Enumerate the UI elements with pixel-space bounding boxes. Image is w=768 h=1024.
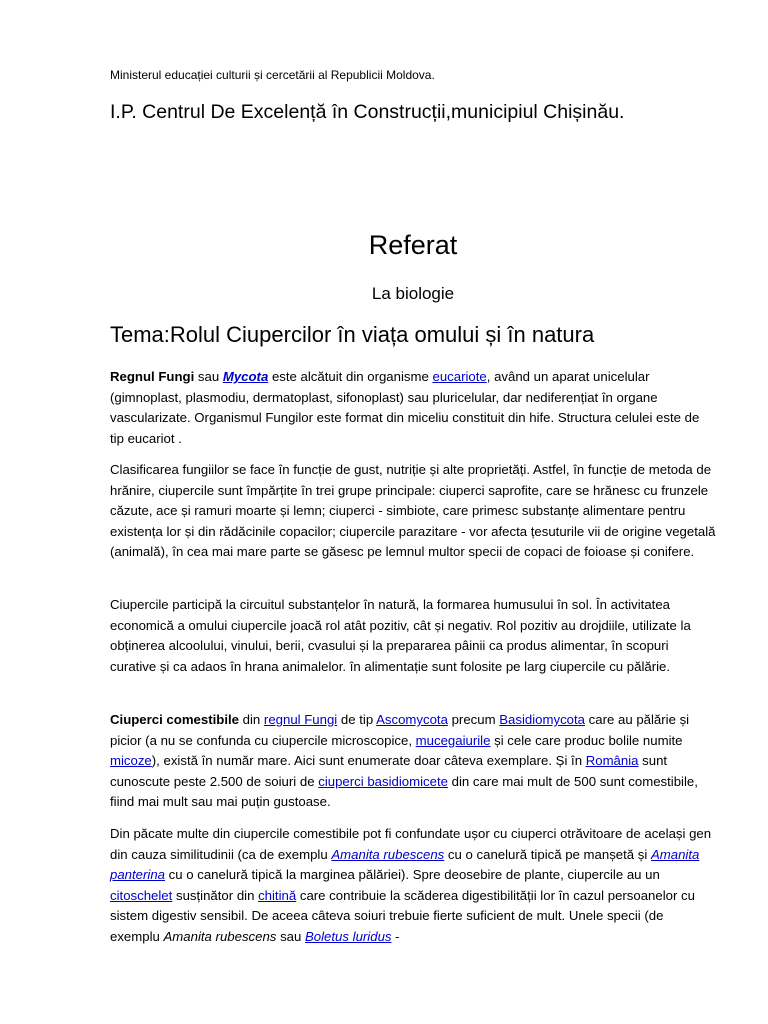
link-romania[interactable]: România bbox=[585, 753, 639, 769]
paragraph-circuit: Ciupercile participă la circuitul substanțelor în natură, la formarea humusului în sol. În activitatea economică a omului ciupercile joacă rol atât pozitiv, cât și negativ. Rol pozitiv au drojdiile, utilizate la obținerea alcoolului, vinului, berii, cvasului și la prepararea pâinii ca produs alimentar, în scopuri curative și ca adaos în hrana animalelor. în alimentație sunt folosite pe larg ciupercile cu pălărie. bbox=[110, 597, 691, 674]
text-span: ), există în număr mare. Aici sunt enumerate doar câteva exemplare. Și în bbox=[151, 753, 586, 769]
link-amanita-rubescens[interactable]: Amanita rubescens bbox=[331, 846, 445, 862]
document-theme: Tema:Rolul Ciupercilor în viața omului și în natura bbox=[110, 322, 595, 347]
text-span: - bbox=[391, 928, 400, 944]
text-span: susținător din bbox=[172, 887, 259, 903]
text-span: , având un aparat unicelular (gimnoplast, plasmodiu, dermatoplast, sifonoplast) sau pluricelular, dar nediferențiat în organe vascularizate. Organismul Fungilor este format din miceliu constituit din hife. Structura celulei este de tip eucariot . bbox=[110, 369, 700, 446]
link-mycota[interactable]: Mycota bbox=[222, 369, 269, 384]
text-span: Din păcate multe din ciupercile comestibile pot fi confundate ușor cu ciuperci otrăvitoare de același gen din cauza similitudinii (ca de exemplu bbox=[110, 826, 712, 862]
text-span: de tip bbox=[337, 712, 377, 727]
link-citoschelet[interactable]: citoschelet bbox=[110, 887, 173, 903]
ministry-header: Ministerul educației culturii și cercetării al Republicii Moldova. bbox=[110, 68, 435, 82]
text-span: care au pălărie și picior (a nu se confunda cu ciupercile microscopice, bbox=[110, 712, 690, 748]
text-span: care contribuie la scăderea digestibilității lor în cazul persoanelor cu sistem digestiv sensibil. De aceea câteva soiuri trebuie fierte suficient de mult. Unele specii (de exemplu bbox=[110, 887, 695, 944]
link-micoze[interactable]: micoze bbox=[110, 753, 152, 769]
document-title: Referat bbox=[368, 230, 458, 260]
text-span: din bbox=[238, 712, 264, 727]
text-span: sunt cunoscute peste 2.500 de soiuri de bbox=[110, 753, 668, 789]
paragraph-confundate bbox=[110, 824, 716, 948]
link-ciuperci-basidiomicete[interactable]: ciuperci basidiomicete bbox=[318, 773, 448, 789]
text-span: este alcătuit din organisme bbox=[268, 369, 433, 384]
text-span: și cele care produc bolile numite bbox=[490, 732, 683, 748]
link-amanita-panterina[interactable]: Amanita panterina bbox=[110, 846, 700, 883]
link-ascomycota[interactable]: Ascomycota bbox=[376, 712, 448, 727]
link-eucariote[interactable]: eucariote bbox=[432, 369, 487, 384]
institution-header: I.P. Centrul De Excelență în Construcții,municipiul Chișinău. bbox=[110, 101, 625, 123]
link-basidiomycota[interactable]: Basidiomycota bbox=[499, 712, 586, 727]
italic-amanita-rubescens: Amanita rubescens bbox=[163, 928, 277, 944]
text-span: sau bbox=[276, 928, 305, 944]
link-boletus-luridus[interactable]: Boletus luridus bbox=[305, 928, 392, 944]
text-span: precum bbox=[447, 712, 500, 727]
text-span: din care mai mult de 500 sunt comestibile, fiind mai mult sau mai puțin gustoase. bbox=[110, 773, 698, 810]
bold-ciuperci-comestibile: Ciuperci comestibile bbox=[110, 712, 239, 727]
paragraph-ciuperci-comestibile bbox=[110, 710, 716, 813]
link-regnul-fungi[interactable]: regnul Fungi bbox=[263, 712, 338, 727]
text-span: cu o canelură tipică la marginea pălăriei). Spre deosebire de plante, ciupercile au un bbox=[165, 867, 660, 883]
bold-regnul-fungi: Regnul Fungi bbox=[110, 369, 195, 384]
text-span: cu o canelură tipică pe manșetă și bbox=[444, 846, 651, 862]
paragraph-regnul-fungi bbox=[110, 367, 716, 449]
link-mucegaiurile[interactable]: mucegaiurile bbox=[415, 732, 491, 748]
document-subtitle: La biologie bbox=[371, 284, 455, 303]
link-chitina[interactable]: chitină bbox=[258, 887, 297, 903]
paragraph-clasificare: Clasificarea fungiilor se face în funcție de gust, nutriție și alte proprietăți. Astfel, în funcție de metoda de hrănire, ciupercile sunt împărțite în trei grupe principale: ciuperci saprofite, care se hrănesc cu frunzele căzute, ace și ramuri moarte și lemn; ciuperci - simbiote, care primesc substanțe alimentare pentru existența lor și din rădăcinile copacilor; ciupercile parazitare - vor afecta țesuturile vii de origine vegetală (animală), în cea mai mare parte se găsesc pe lemnul multor specii de copaci de foioase și conifere. bbox=[110, 462, 716, 560]
text-span: sau bbox=[194, 369, 223, 384]
